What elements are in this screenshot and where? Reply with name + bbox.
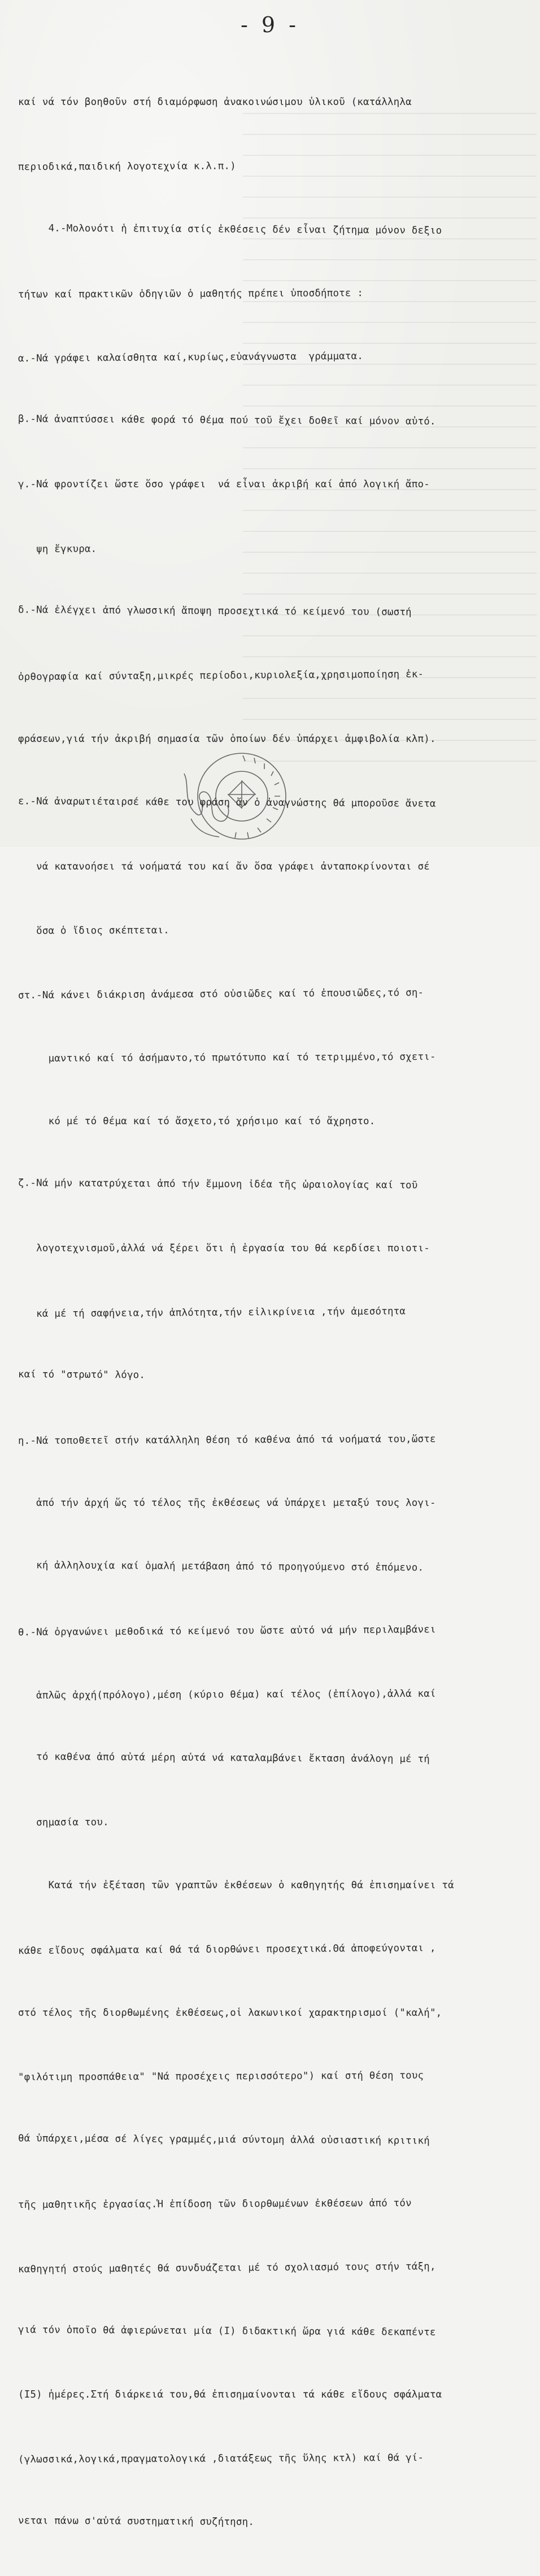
- text-line: καθηγητή στούς μαθητές θά συνδυάζεται μέ τό σχολιασμό τους στήν τάξη,: [18, 2260, 436, 2275]
- page-number: - 9 -: [240, 12, 299, 37]
- text-line: γιά τόν ὁποῖο θά ἀφιερώνεται μία (Ι) διδακτική ὥρα γιά κάθε δεκαπέντε: [18, 2324, 436, 2338]
- text-line: β.-Νά ἀναπτύσσει κάθε φορά τό θέμα πού τοῦ ἔχει δοθεῖ καί μόνον αὐτό.: [18, 413, 436, 427]
- document-body: [18, 50, 538, 2576]
- text-line: η.-Νά τοποθετεῖ στήν κατάλληλη θέση τό καθένα ἀπό τά νοήματά του,ὥστε: [18, 1433, 436, 1447]
- text-line: (Ι5) ἡμέρες.Στή διάρκειά του,θά ἐπισημαίνονται τά κάθε εἴδους σφάλματα: [18, 2389, 442, 2401]
- text-line: α.-Νά γράφει καλαίσθητα καί,κυρίως,εὐανάγνωστα γράμματα.: [18, 351, 364, 365]
- text-line: κή ἀλληλουχία καί ὁμαλή μετάβαση ἀπό τό προηγούμενο στό ἑπόμενο.: [18, 1560, 424, 1574]
- text-line: θ.-Νά ὀργανώνει μεθοδικά τό κείμενό του ὥστε αὐτό νά μήν περιλαμβάνει: [18, 1623, 436, 1639]
- text-line: ὅσα ὁ ἴδιος σκέπτεται.: [18, 925, 170, 937]
- text-line: θά ὑπάρχει,μέσα σέ λίγες γραμμές,μιά σύντομη ἀλλά οὐσιαστική κριτική: [18, 2133, 430, 2147]
- text-line: καί τό "στρωτό" λόγο.: [18, 1369, 146, 1381]
- text-line: "φιλότιμη προσπάθεια" "Νά προσέχεις περισσότερο") καί στή θέση τους: [18, 2070, 424, 2084]
- text-line: φράσεων,γιά τήν ἀκριβή σημασία τῶν ὁποίων δέν ὑπάρχει ἀμφιβολία κλπ).: [18, 733, 436, 745]
- text-line: σημασία του.: [18, 1817, 109, 1829]
- text-line: τήτων καί πρακτικῶν ὁδηγιῶν ὁ μαθητής πρέπει ὑποσδήποτε :: [18, 287, 364, 300]
- text-line: Κατά τήν ἐξέταση τῶν γραπτῶν ἐκθέσεων ὁ καθηγητής θά ἐπισημαίνει τά: [18, 1880, 454, 1892]
- text-line: δ.-Νά ἐλέγχει ἀπό γλωσσική ἄποψη προσεχτικά τό κείμενό του (σωστή: [18, 604, 412, 618]
- official-seal-stamp: [180, 751, 287, 847]
- text-line: περιοδικά,παιδική λογοτεχνία κ.λ.π.): [18, 160, 236, 173]
- text-line: ψη ἔγκυρα.: [18, 543, 97, 555]
- text-line: κά μέ τή σαφήνεια,τήν ἁπλότητα,τήν εἰλικρίνεια ,τήν ἀμεσότητα: [18, 1306, 406, 1320]
- text-line: κό μέ τό θέμα καί τό ἄσχετο,τό χρήσιμο καί τό ἄχρηστο.: [18, 1115, 376, 1127]
- text-line: ἀπό τήν ἀρχή ὥς τό τέλος τῆς ἐκθέσεως νά ὑπάρχει μεταξύ τους λογι-: [18, 1497, 436, 1509]
- text-line: ἁπλῶς ἀρχή(πρόλογο),μέση (κύριο θέμα) καί τέλος (ἐπίλογο),ἀλλά καί: [18, 1688, 436, 1701]
- text-line: ε.-Νά ἀναρωτιέταιρσέ κάθε του φράση ἄν ὁ ἀναγνώστης θά μποροῦσε ἄνετα: [18, 795, 436, 810]
- text-line: στό τέλος τῆς διορθωμένης ἐκθέσεως,οἱ λακωνικοί χαρακτηρισμοί ("καλή",: [18, 2007, 442, 2019]
- text-line: τῆς μαθητικῆς ἐργασίας.Ἡ ἐπίδοση τῶν διορθωμένων ἐκθέσεων ἀπό τόν: [18, 2197, 412, 2211]
- text-line: (γλωσσικά,λογικά,πραγματολογικά ,διατάξεως τῆς ὕλης κτλ) καί θά γί-: [18, 2452, 424, 2466]
- text-line: λογοτεχνισμοῦ,ἀλλά νά ξέρει ὅτι ἡ ἐργασία του θά κερδίσει ποιοτι-: [18, 1243, 430, 1255]
- text-line: κάθε εἴδους σφάλματα καί θά τά διορθώνει προσεχτικά.Θά ἀποφεύγονται ,: [18, 1942, 436, 1957]
- text-line: νά κατανοήσει τά νοήματά του καί ἄν ὅσα γράφει ἀνταποκρίνονται σέ: [18, 861, 430, 872]
- text-line: νεται πάνω σ'αὐτά συστηματική συζήτηση.: [18, 2515, 255, 2528]
- text-line: στ.-Νά κάνει διάκριση ἀνάμεσα στό οὐσιῶδες καί τό ἐπουσιῶδες,τό ση-: [18, 987, 424, 1002]
- text-line: ὀρθογραφία καί σύνταξη,μικρές περίοδοι,κυριολεξία,χρησιμοποίηση ἐκ-: [18, 669, 424, 683]
- text-line: ζ.-Νά μήν κατατρύχεται ἀπό τήν ἔμμονη ἰδέα τῆς ὡραιολογίας καί τοῦ: [18, 1177, 418, 1191]
- text-line: 4.-Μολονότι ἡ ἐπιτυχία στίς ἐκθέσεις δέν εἶναι ζήτημα μόνον δεξιο: [18, 222, 442, 237]
- text-line: μαντικό καί τό ἀσήμαντο,τό πρωτότυπο καί τό τετριμμένο,τό σχετι-: [18, 1051, 436, 1064]
- text-line: γ.-Νά φροντίζει ὥστε ὅσο γράφει νά εἶναι ἀκριβή καί ἀπό λογική ἄπο-: [18, 478, 430, 490]
- text-line: τό καθένα ἀπό αὐτά μέρη αὐτά νά καταλαμβάνει ἔκταση ἀνάλογη μέ τή: [18, 1750, 430, 1765]
- text-line: καί νά τόν βοηθοῦν στή διαμόρφωση ἀνακοινώσιμου ὑλικοῦ (κατάλληλα: [18, 97, 412, 108]
